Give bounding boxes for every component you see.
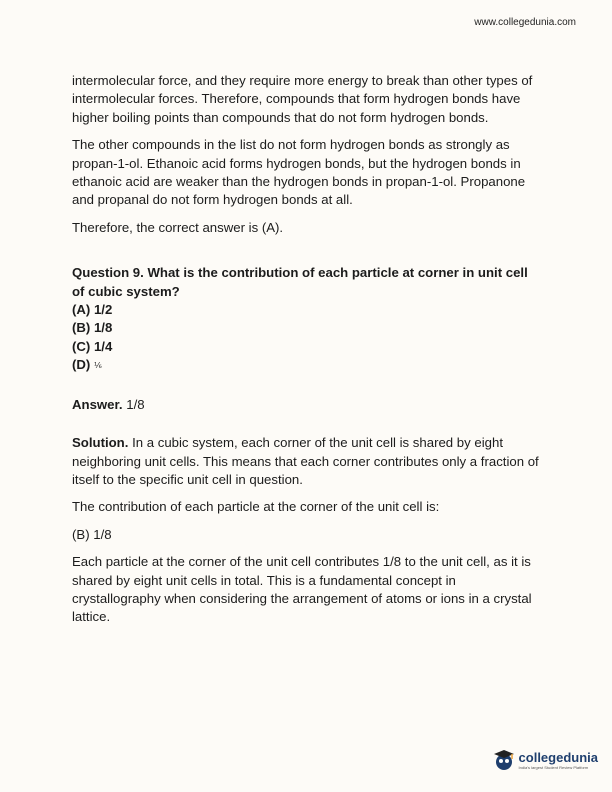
option-c: (C) 1/4 [72, 338, 113, 354]
paragraph-hydrogen-bonds: intermolecular force, and they require more energy to break than other types of intermolecular forces. Therefore, compounds that form hydrogen bonds have higher boiling points than compounds that do not form hydrogen bonds. [72, 73, 533, 125]
paragraph-contribution: The contribution of each particle at the corner of the unit cell is: [72, 499, 440, 515]
answer [72, 396, 542, 414]
question-options [72, 301, 542, 376]
solution-text: In a cubic system, each corner of the unit cell is shared by eight neighboring unit cells. This means that each corner contributes only a fraction of itself to the specific unit cell in question. [72, 435, 539, 487]
answer-value: 1/8 [126, 396, 145, 412]
paragraph-explanation: Each particle at the corner of the unit cell contributes 1/8 to the unit cell, as it is shared by eight unit cells in total. This is a fundamental concept in crystallography when considering the arrangement of atoms or ions in a crystal lattice. [72, 554, 532, 625]
solution [72, 434, 542, 489]
site-url[interactable]: www.collegedunia.com [474, 17, 576, 28]
option-d [72, 356, 542, 375]
paragraph-answer-b: (B) 1/8 [72, 526, 112, 542]
document-content [72, 72, 542, 636]
option-b: (B) 1/8 [72, 320, 113, 336]
graduate-cap-icon [492, 748, 516, 772]
solution-label: Solution. [72, 435, 129, 451]
logo-name: collegedunia [518, 749, 598, 765]
option-d-label: (D) [72, 357, 91, 373]
logo-tagline: India's largest Student Review Platform [518, 764, 589, 770]
answer-label: Answer. [72, 396, 123, 412]
logo-text [519, 751, 598, 770]
paragraph-other-compounds: The other compounds in the list do not form hydrogen bonds as strongly as propan-1-ol. Ethanoic acid forms hydrogen bonds, but the hydrogen bonds in ethanoic acid are weaker than the hydrogen bonds in propan-1-ol. Propanone and propanal do not form hydrogen bonds at all. [72, 137, 526, 208]
collegedunia-logo [492, 748, 598, 772]
paragraph-correct-answer: Therefore, the correct answer is (A). [72, 219, 284, 235]
question-9: Question 9. What is the contribution of each particle at corner in unit cell of cubic system? [72, 265, 528, 299]
option-a: (A) 1/2 [72, 302, 113, 318]
option-d-value: ⅙ [93, 361, 102, 371]
